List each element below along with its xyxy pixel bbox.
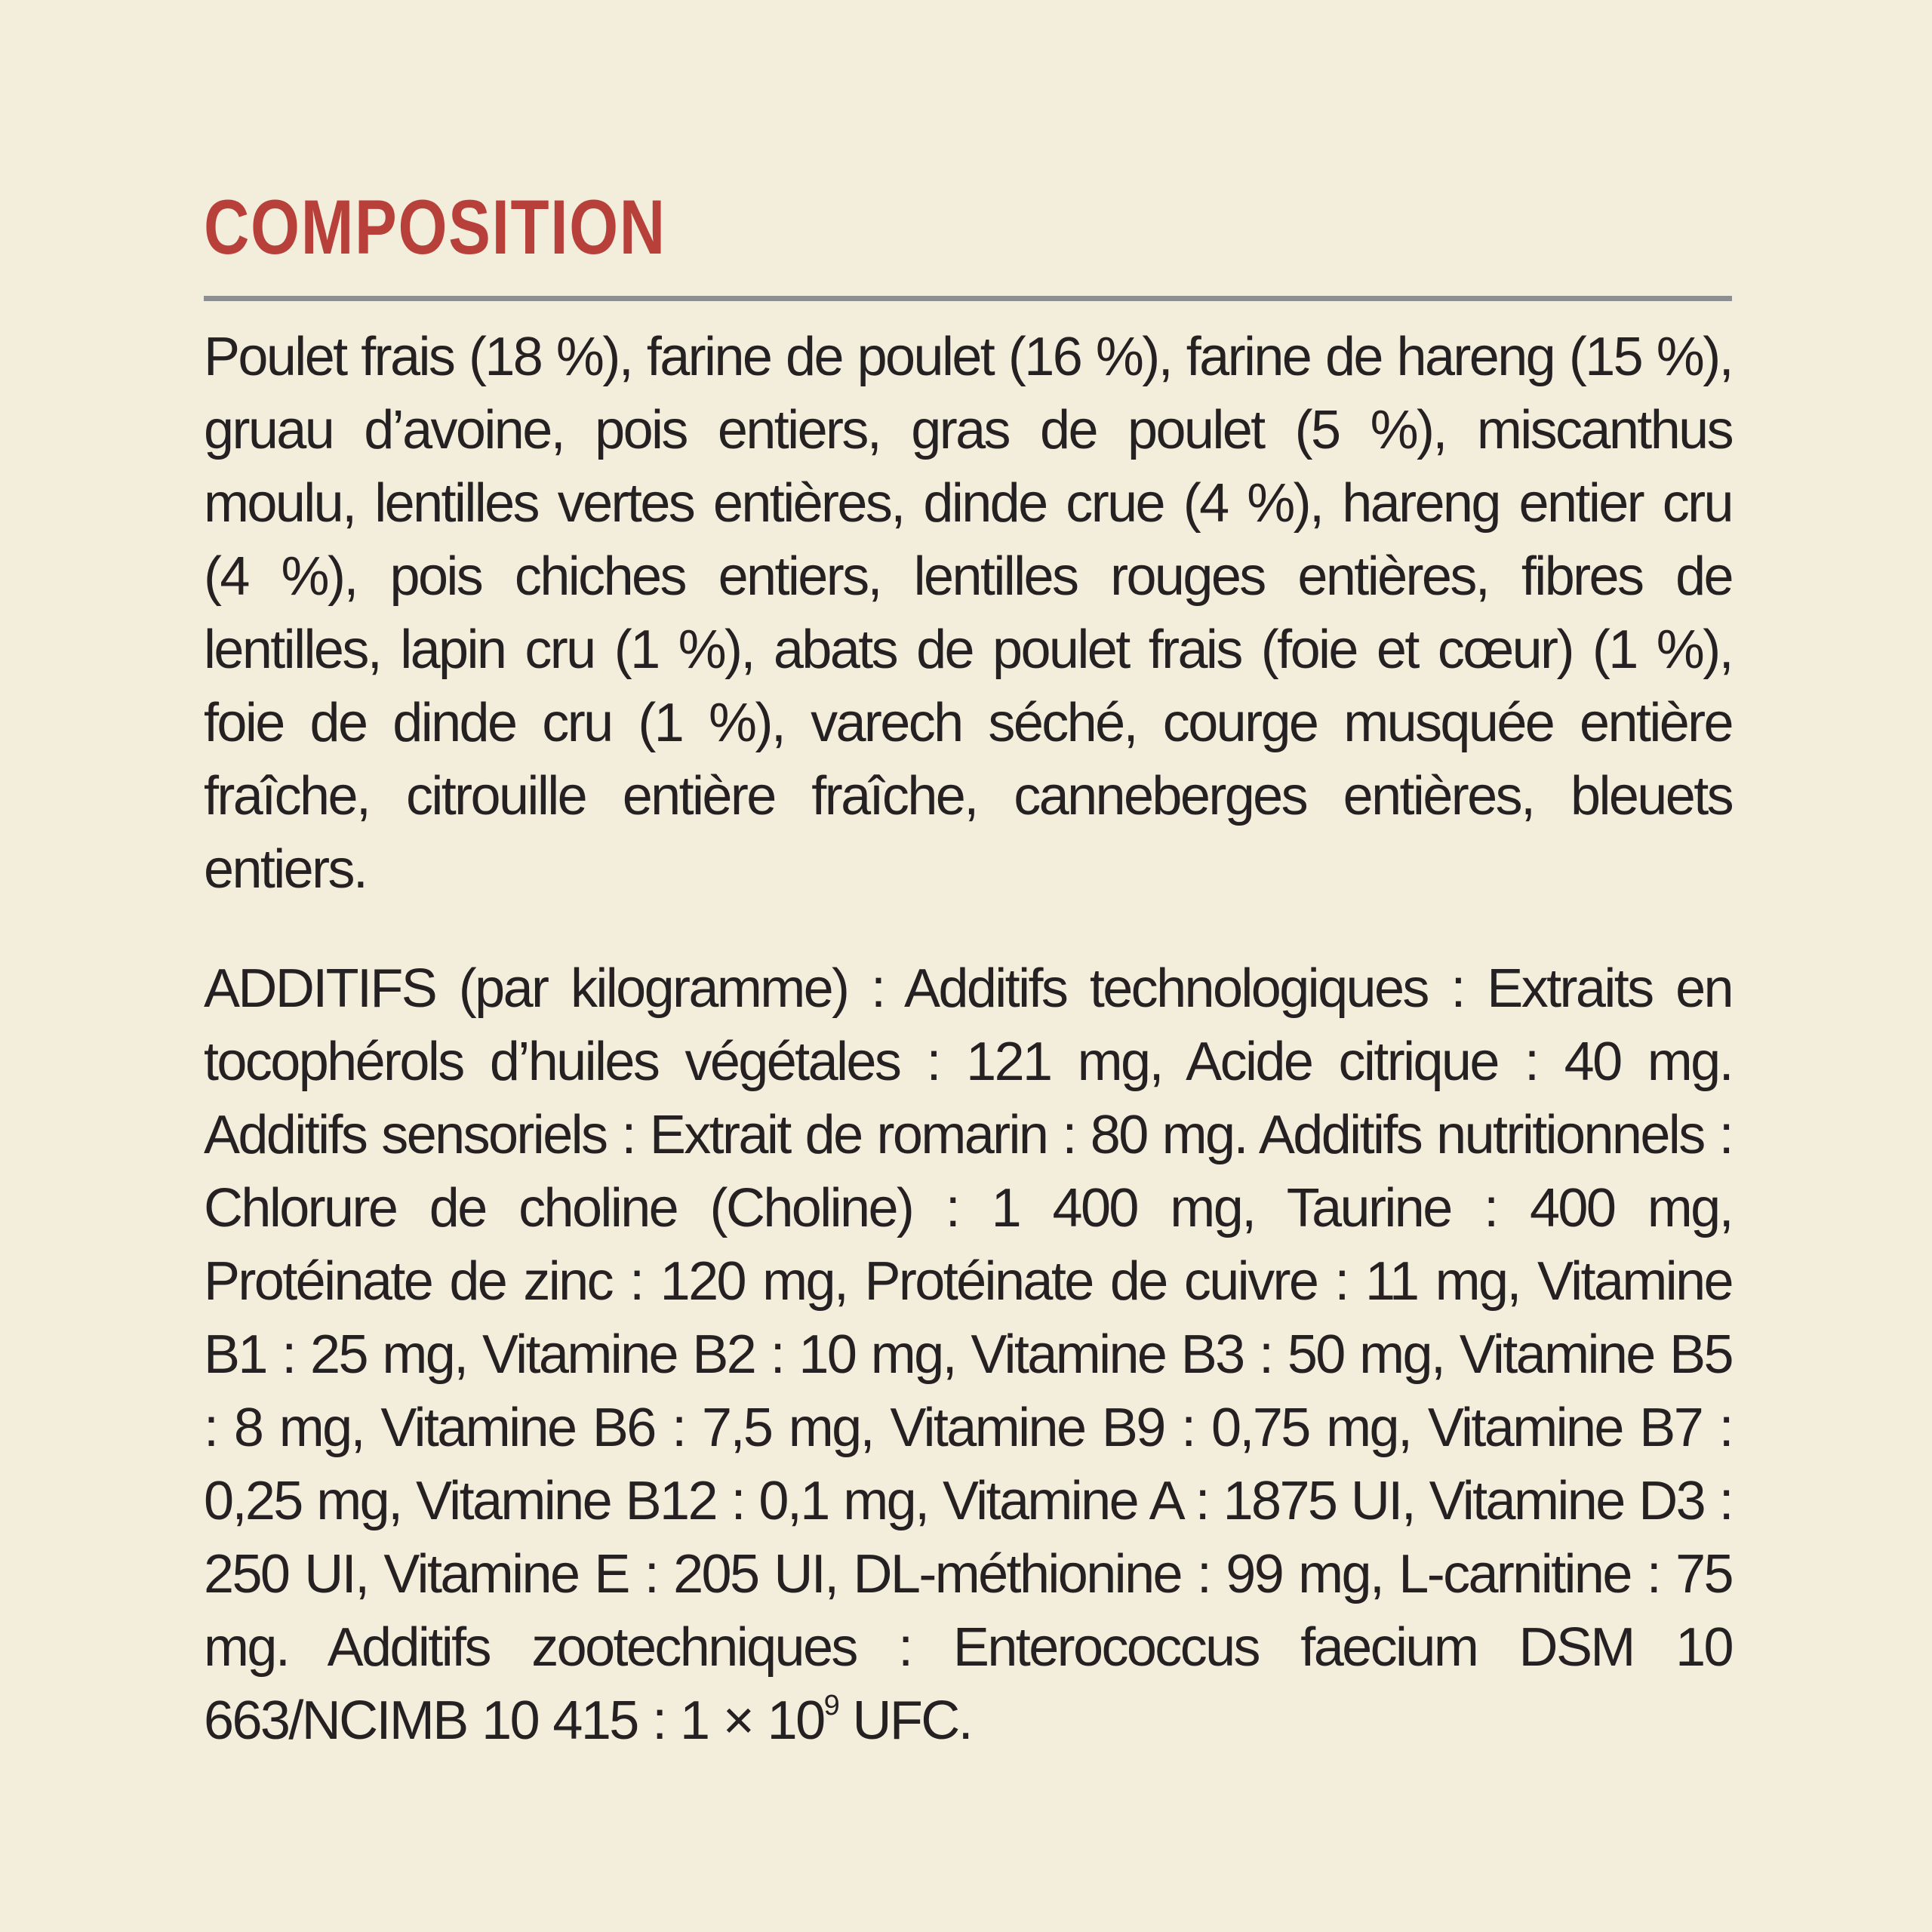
additives-text: [204, 952, 1732, 1758]
additives-main-text: ADDITIFS (par kilogramme) : Additifs technologiques : Extraits en tocophérols d’huiles végétales : 121 mg, Acide citrique : 40 mg. Additifs sensoriels : Extrait de romarin : 80 mg. Additifs nutritionnels : Chlorure de choline (Choline) : 1 400 mg, Taurine : 400 mg, Protéinate de zinc : 120 mg, Protéinate de cuivre : 11 mg, Vitamine B1 : 25 mg, Vitamine B2 : 10 mg, Vitamine B3 : 50 mg, Vitamine B5 : 8 mg, Vitamine B6 : 7,5 mg, Vitamine B9 : 0,75 mg, Vitamine B7 : 0,25 mg, Vitamine B12 : 0,1 mg, Vitamine A : 1875 UI, Vitamine D3 : 250 UI, Vitamine E : 205 UI, DL-méthionine : 99 mg, L-carnitine : 75 mg. Additifs zootechniques : Enterococcus faecium DSM 10 663/NCIMB 10 415 : 1 × 10: [204, 958, 1732, 1751]
additives-exponent: 9: [823, 1690, 838, 1721]
composition-title: COMPOSITION: [204, 184, 666, 270]
ingredients-text: Poulet frais (18 %), farine de poulet (16 %), farine de hareng (15 %), gruau d’avoine, pois entiers, gras de poulet (5 %), miscanthus moulu, lentilles vertes entières, dinde crue (4 %), hareng entier cru (4 %), pois chiches entiers, lentilles rouges entières, fibres de lentilles, lapin cru (1 %), abats de poulet frais (foie et cœur) (1 %), foie de dinde cru (1 %), varech séché, courge musquée entière fraîche, citrouille entière fraîche, canneberges entières, bleuets entiers.: [204, 327, 1732, 900]
additives-end-text: UFC.: [838, 1690, 972, 1751]
title-divider: [204, 296, 1732, 301]
